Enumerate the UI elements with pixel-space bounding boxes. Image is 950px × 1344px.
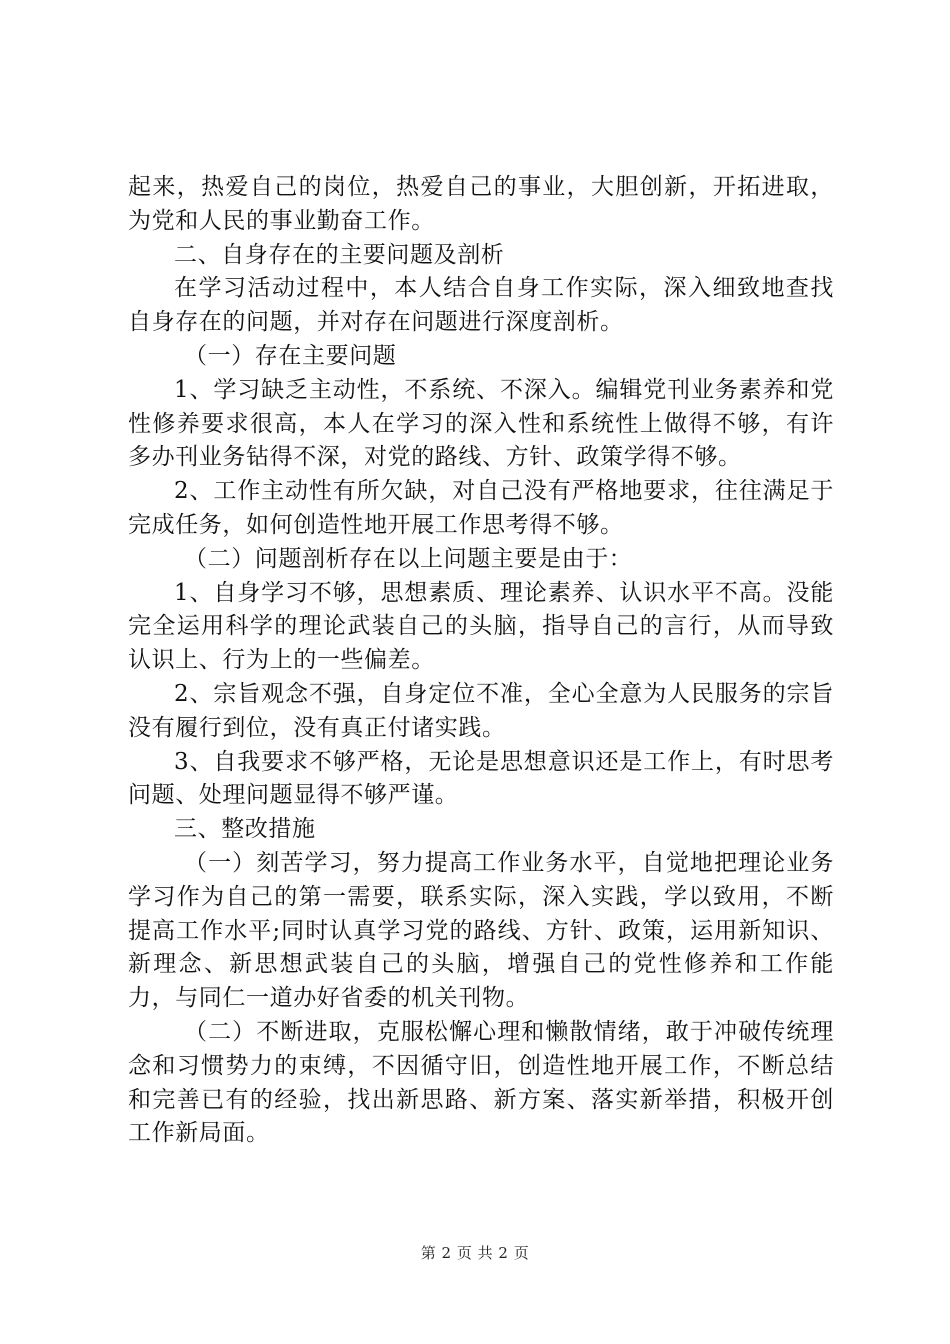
paragraph-problem-2: 2、工作主动性有所欠缺，对自己没有严格地要求，往往满足于完成任务，如何创造性地开展工作思考得不够。 bbox=[128, 478, 834, 538]
paragraph-problem-1: 1、学习缺乏主动性，不系统、不深入。编辑党刊业务素养和党性修养要求很高，本人在学习的深入性和系统性上做得不够，有许多办刊业务钻得不深，对党的路线、方针、政策学得不够。 bbox=[128, 376, 834, 471]
paragraph-analysis-2: 2、宗旨观念不强，自身定位不准，全心全意为人民服务的宗旨没有履行到位，没有真正付诸实践。 bbox=[128, 680, 834, 741]
section-heading-measures: 三、整改措施 bbox=[174, 816, 316, 843]
page-number-footer: 第 2 页 共 2 页 bbox=[420, 1244, 530, 1262]
paragraph-analysis-1: 1、自身学习不够，思想素质、理论素养、认识水平不高。没能完全运用科学的理论武装自己的头脑，指导自己的言行，从而导致认识上、行为上的一些偏差。 bbox=[128, 579, 834, 674]
paragraph-analysis-3: 3、自我要求不够严格，无论是思想意识还是工作上，有时思考问题、处理问题显得不够严谨。 bbox=[128, 748, 834, 809]
paragraph-continuation: 起来，热爱自己的岗位，热爱自己的事业，大胆创新，开拓进取，为党和人民的事业勤奋工作。 bbox=[128, 174, 834, 234]
subheading-analysis: （二）问题剖析存在以上问题主要是由于： bbox=[184, 545, 633, 572]
paragraph-measure-2: （二）不断进取，克服松懈心理和懒散情绪，敢于冲破传统理念和习惯势力的束缚，不因循守旧，创造性地开展工作，不断总结和完善已有的经验，找出新思路、新方案、落实新举措，积极开创工作新局面。 bbox=[128, 1018, 834, 1147]
section-heading-problems: 二、自身存在的主要问题及剖析 bbox=[174, 241, 505, 268]
paragraph-intro: 在学习活动过程中，本人结合自身工作实际，深入细致地查找自身存在的问题，并对存在问题进行深度剖析。 bbox=[128, 275, 834, 336]
paragraph-measure-1: （一）刻苦学习，努力提高工作业务水平，自觉地把理论业务学习作为自己的第一需要，联系实际，深入实践，学以致用，不断提高工作水平;同时认真学习党的路线、方针、政策，运用新知识、新理念、新思想武装自己的头脑，增强自己的党性修养和工作能力，与同仁一道办好省委的机关刊物。 bbox=[128, 849, 834, 1012]
document-body bbox=[128, 171, 834, 1151]
subheading-main-problems: （一）存在主要问题 bbox=[184, 342, 397, 369]
